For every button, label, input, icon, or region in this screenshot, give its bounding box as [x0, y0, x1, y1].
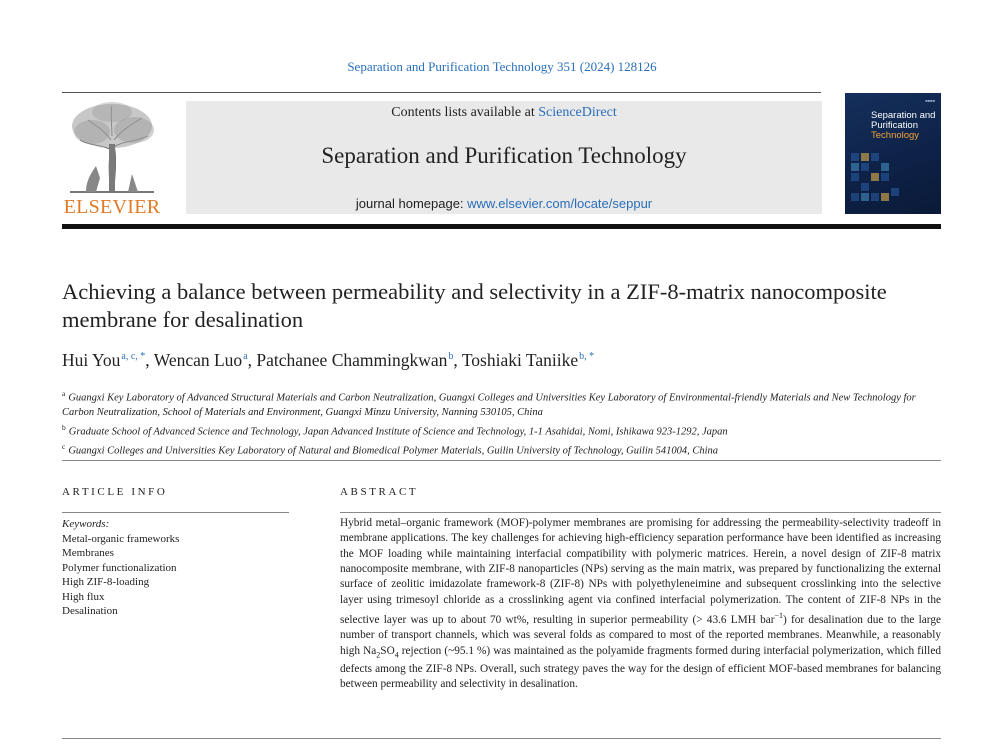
abstract-text-part: ) for desalination due to the large number of transport channels, which was several folds as compared to most of the reported membranes. Meanwhile, a reasonably high Na	[340, 613, 941, 657]
abstract-subscript: 4	[394, 649, 399, 659]
article-info-heading: ARTICLE INFO	[62, 486, 168, 498]
abstract-text-part: rejection (~95.1 %) was maintained as the polyamide fragments formed during interfacial polymerization, which filled defects among the ZIF-8 NPs. Overall, such strategy paves the way for the design of efficient MOF-based membranes for balancing between permeability and selectivity in desalination.	[340, 644, 941, 691]
abstract-text-part: Hybrid metal–organic framework (MOF)-polymer membranes are promising for addressing the permeability-selectivity tradeoff in membrane applications. The key challenges for achieving high-efficiency separation performance have been identified as increasing the MOF loading while maintaining interfacial compatibility with polymeric matrices. Herein, a novel design of ZIF-8 matrix nanocomposite membrane, with ZIF-8 nanoparticles (NPs) serving as the main matrix, was prepared by functionalizing the external surface of zeolitic imidazolate framework-8 (ZIF-8) NPs with polyethyleneimine and subsequent crosslinking into the selective layer using trimesoyl chloride as a crosslinking agent via confined interfacial polymerization. The content of ZIF-8 NPs in the selective layer was up to about 70 wt%, resulting in superior permeability (> 43.6 LMH bar	[340, 517, 941, 626]
elsevier-wordmark: ELSEVIER	[63, 196, 161, 218]
affiliation-label: b	[62, 422, 66, 432]
keywords-label: Keywords:	[62, 518, 110, 530]
abstract-heading: ABSTRACT	[340, 486, 419, 498]
keyword-item: Polymer functionalization	[62, 561, 177, 574]
abstract-body	[340, 516, 941, 693]
author-affiliation-marks[interactable]: b, *	[579, 351, 595, 363]
elsevier-logo	[62, 100, 162, 218]
author-name[interactable]: Patchanee Chammingkwan	[256, 350, 448, 370]
affiliation-text: Guangxi Colleges and Universities Key Laboratory of Natural and Biomedical Polymer Materials, Guilin University of Technology, Guilin 541004, China	[68, 445, 719, 456]
abstract-subscript: 2	[376, 649, 381, 659]
author-2[interactable]	[154, 350, 248, 370]
author-name[interactable]: Wencan Luo	[153, 350, 243, 370]
author-list	[62, 350, 942, 371]
article-title: Achieving a balance between permeability and selectivity in a ZIF-8-matrix nanocomposite membrane for desalination	[62, 279, 887, 332]
journal-name: Separation and Purification Technology	[321, 143, 687, 168]
homepage-prefix: journal homepage:	[355, 196, 468, 211]
abstract-rule	[340, 512, 941, 513]
keyword-item: Membranes	[62, 547, 114, 559]
author-affiliation-marks[interactable]: b	[448, 351, 454, 363]
masthead-heavy-rule	[62, 224, 941, 229]
keyword-item: High flux	[62, 590, 105, 603]
contents-available-line	[186, 105, 822, 121]
author-1[interactable]	[62, 350, 145, 370]
author-separator: ,	[453, 350, 462, 370]
sciencedirect-link[interactable]: ScienceDirect	[538, 105, 617, 120]
journal-citation-link[interactable]: Separation and Purification Technology 351 (2024) 128126	[347, 59, 657, 74]
cover-issn-mark: ■■■■	[925, 98, 935, 103]
keyword-item: Metal-organic frameworks	[62, 532, 180, 545]
bottom-divider	[62, 738, 941, 739]
tree-icon	[62, 100, 162, 196]
author-separator: ,	[247, 350, 257, 370]
author-name[interactable]: Toshiaki Taniike	[461, 350, 579, 370]
cover-title	[871, 111, 941, 141]
author-name[interactable]: Hui You	[62, 350, 121, 370]
abstract-text-part: SO	[380, 644, 395, 657]
article-info-rule	[62, 512, 289, 513]
top-divider	[62, 92, 821, 93]
affiliation-text: Graduate School of Advanced Science and Technology, Japan Advanced Institute of Science and Technology, 1-1 Asahidai, Nomi, Ishikawa 923-1292, Japan	[68, 426, 728, 437]
cover-title-line2: Purification	[871, 120, 918, 131]
keyword-item: High ZIF-8-loading	[62, 576, 150, 588]
homepage-link[interactable]: www.elsevier.com/locate/seppur	[467, 196, 653, 211]
journal-cover-thumbnail[interactable]	[845, 93, 941, 214]
author-3[interactable]	[256, 350, 453, 370]
affiliation-c	[62, 440, 942, 459]
affiliation-label: a	[62, 389, 66, 398]
affiliations	[62, 387, 942, 459]
author-affiliation-marks[interactable]: a, c, *	[121, 351, 146, 363]
affiliation-text: Guangxi Key Laboratory of Advanced Structural Materials and Carbon Neutralization, Guangxi Colleges and Universities Key Laboratory of Environmental-friendly Materials and New Technology for Carbon Neutralization, School of Materials and Environment, Guangxi Minzu University, Nanning 530105, China	[62, 392, 916, 418]
cover-title-line1: Separation and	[871, 110, 936, 121]
journal-homepage-line	[186, 196, 822, 211]
section-divider	[62, 460, 941, 461]
cover-title-line3: Technology	[871, 130, 920, 141]
affiliation-a	[62, 387, 942, 421]
author-4[interactable]	[462, 350, 594, 370]
contents-prefix: Contents lists available at	[391, 105, 539, 120]
affiliation-b	[62, 421, 942, 440]
abstract-superscript: −1	[774, 611, 784, 621]
affiliation-label: c	[62, 441, 66, 451]
journal-masthead	[186, 101, 822, 214]
keywords-block	[62, 517, 292, 619]
keyword-item: Desalination	[62, 605, 118, 617]
author-affiliation-marks[interactable]: a	[243, 351, 248, 363]
author-separator: ,	[145, 350, 154, 370]
